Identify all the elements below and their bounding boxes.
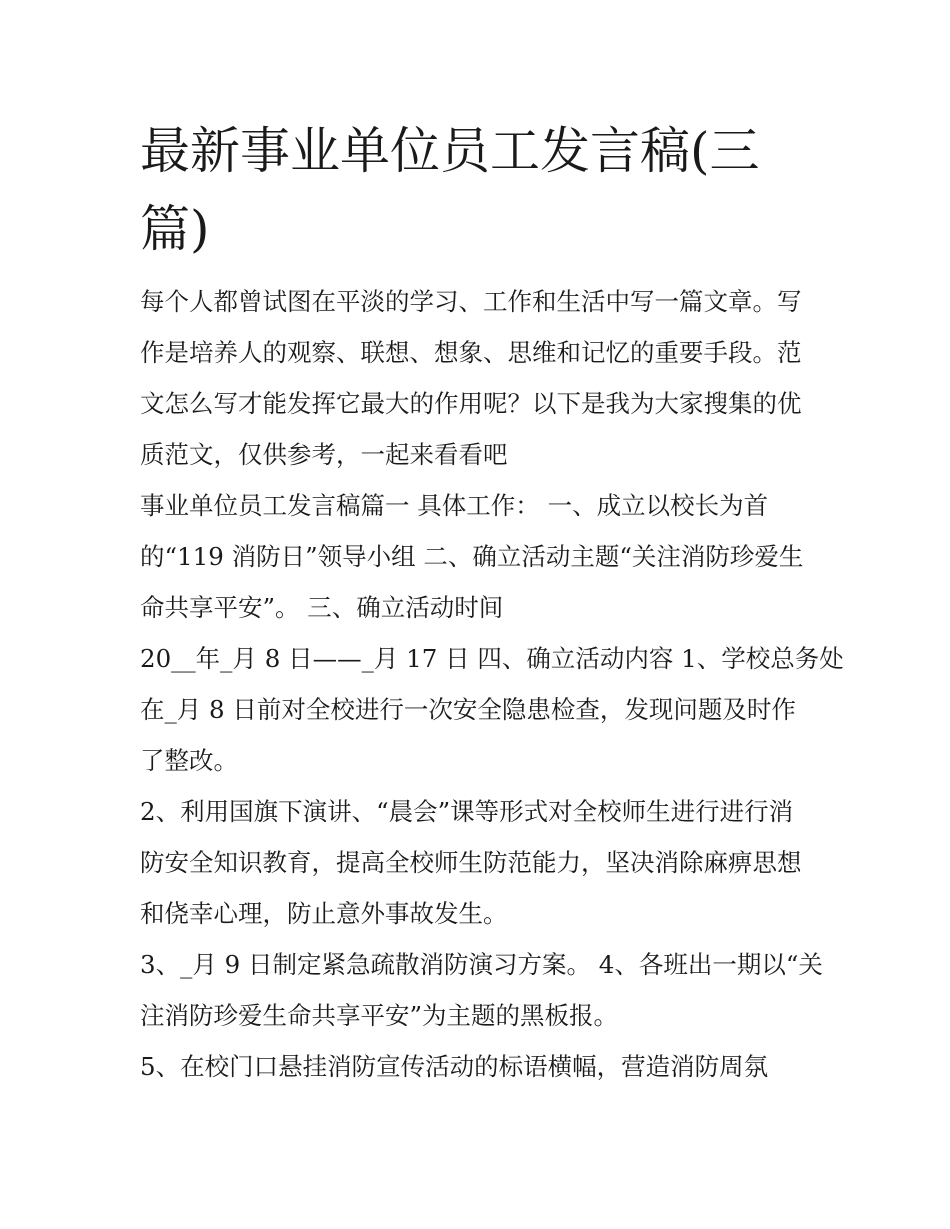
document-title	[140, 112, 820, 268]
text-line: 20__年_月 8 日——_月 17 日 四、确立活动内容 1、学校总务处	[140, 644, 844, 673]
text-line: 质范文，仅供参考，一起来看看吧	[140, 440, 508, 469]
text-line: 文怎么写才能发挥它最大的作用呢？以下是我为大家搜集的优	[140, 389, 802, 418]
title-line: 篇)	[140, 200, 210, 258]
text-line: 注消防珍爱生命共享平安”为主题的黑板报。	[140, 1001, 619, 1030]
text-line: 防安全知识教育，提高全校师生防范能力，坚决消除麻痹思想	[140, 848, 802, 877]
text-line: 的“119 消防日”领导小组 二、确立活动主题“关注消防珍爱生	[140, 542, 804, 571]
text-line: 作是培养人的观察、联想、想象、思维和记忆的重要手段。范	[140, 338, 802, 367]
text-line: 5、在校门口悬挂消防宣传活动的标语横幅，营造消防周氛	[140, 1052, 769, 1081]
text-line: 事业单位员工发言稿篇一 具体工作： 一、成立以校长为首	[140, 491, 769, 520]
text-line: 3、_月 9 日制定紧急疏散消防演习方案。 4、各班出一期以“关	[140, 950, 823, 979]
text-line: 命共享平安”。 三、确立活动时间	[140, 593, 504, 622]
text-line: 了整改。	[140, 746, 238, 775]
text-line: 在_月 8 日前对全校进行一次安全隐患检查，发现问题及时作	[140, 695, 796, 724]
text-line: 2、利用国旗下演讲、“晨会”课等形式对全校师生进行进行消	[140, 797, 794, 826]
text-line: 和侥幸心理，防止意外事故发生。	[140, 899, 508, 928]
document-body	[140, 276, 844, 1092]
title-line: 最新事业单位员工发言稿(三	[140, 122, 760, 180]
text-line: 每个人都曾试图在平淡的学习、工作和生活中写一篇文章。写	[140, 287, 802, 316]
